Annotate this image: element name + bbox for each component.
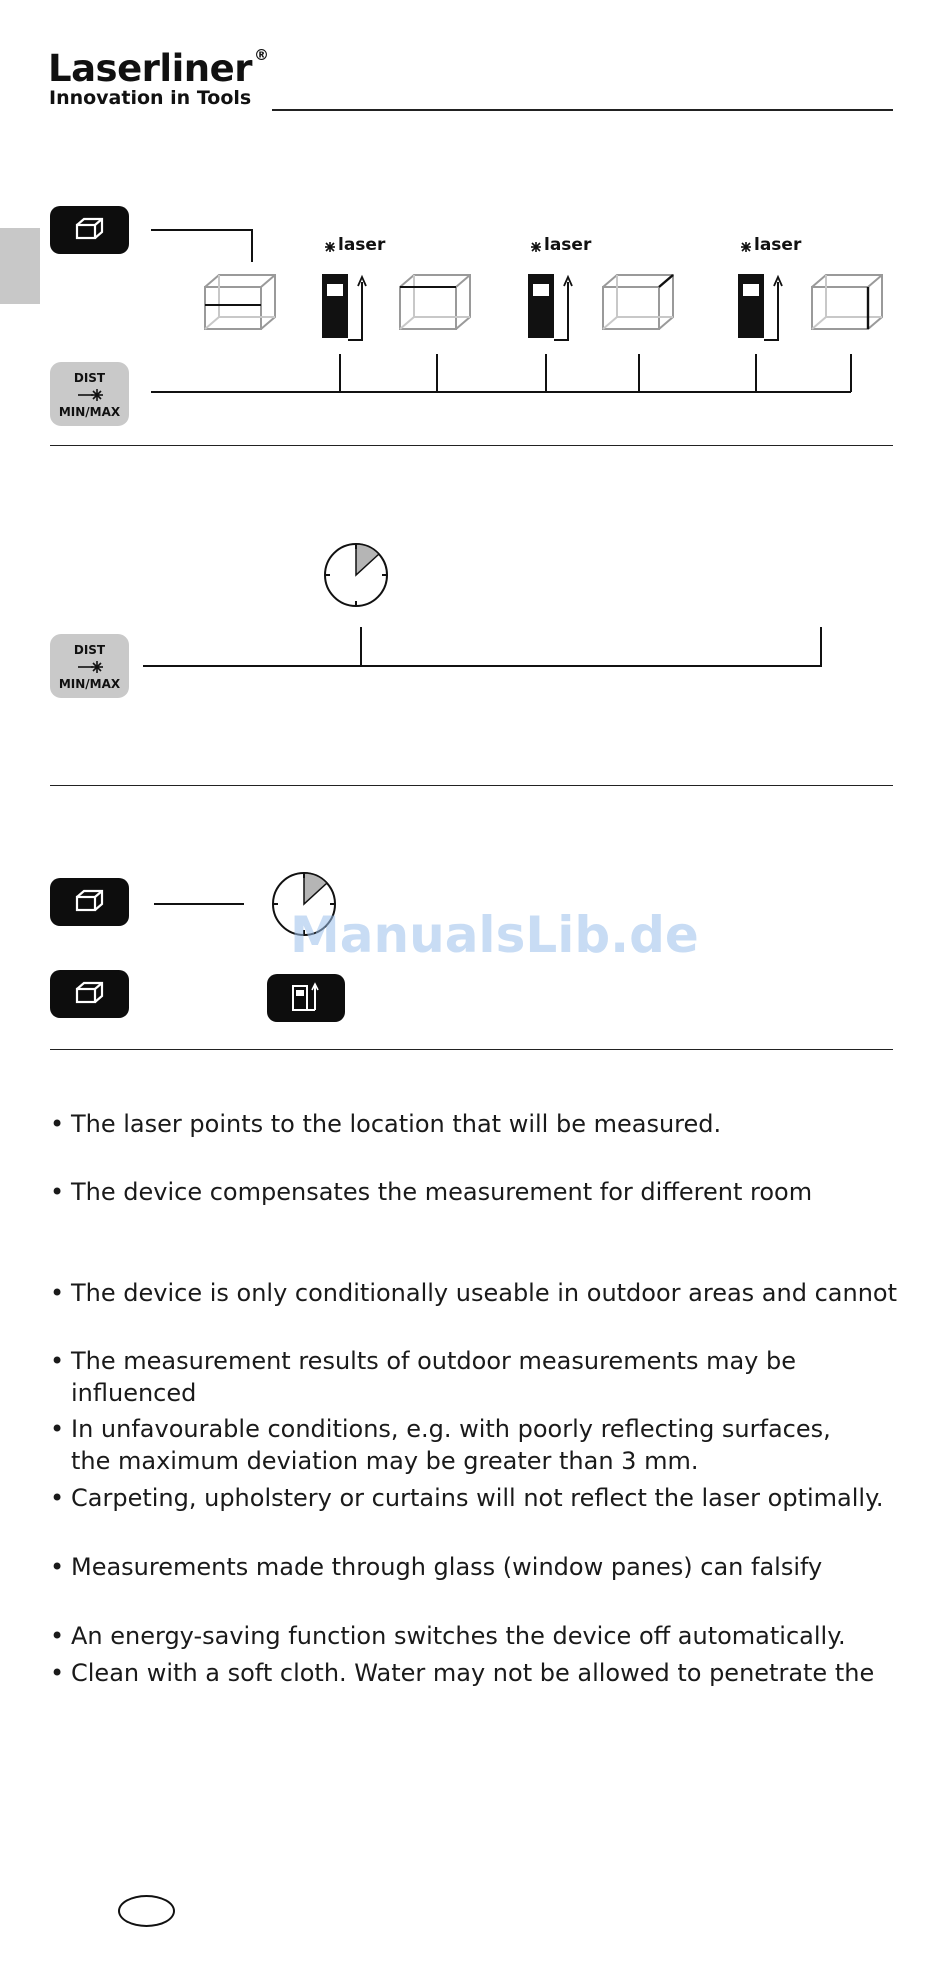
note-item: • Carpeting, upholstery or curtains will not reflect the laser optimally.: [50, 1482, 910, 1514]
section-divider-3: [50, 1049, 893, 1050]
timer-clock-icon: [325, 544, 387, 606]
note-item: • Measurements made through glass (window panes) can falsify: [50, 1551, 910, 1583]
section-divider-2: [50, 785, 893, 786]
brand-logo: [48, 46, 269, 90]
device-rear-reference-icon: [267, 974, 345, 1022]
note-item: • The device compensates the measurement for different room: [50, 1176, 910, 1208]
language-marker-oval: [118, 1895, 175, 1927]
note-item: • The device is only conditionally useable in outdoor areas and cannot: [50, 1277, 910, 1309]
press-timing-diagram: [0, 530, 950, 680]
note-item: • The laser points to the location that will be measured.: [50, 1108, 910, 1140]
registered-mark: ®: [253, 46, 269, 64]
minmax-label: MIN/MAX: [58, 405, 121, 419]
section-divider-1: [50, 445, 893, 446]
laser-asterisk-icons: [325, 242, 751, 252]
note-item: • The measurement results of outdoor measurements may be influenced: [50, 1345, 910, 1409]
laser-label-1: laser: [338, 235, 386, 255]
note-item: • In unfavourable conditions, e.g. with poorly reflecting surfaces, the maximum deviation may be greater than 3 mm.: [50, 1413, 870, 1477]
header-rule: [272, 109, 893, 111]
minmax-label: MIN/MAX: [58, 677, 121, 691]
dist-label: DIST: [73, 643, 106, 657]
brand-name: Laserliner: [48, 47, 252, 90]
device-icons: [322, 274, 782, 340]
note-item: • An energy-saving function switches the device off automatically.: [50, 1620, 910, 1652]
brand-tagline: Innovation in Tools: [49, 87, 252, 109]
rear-reference-indicator: [267, 974, 345, 1022]
dist-label: DIST: [73, 371, 106, 385]
laser-label-3: laser: [754, 235, 802, 255]
continuous-measurement-diagram: [0, 170, 950, 400]
note-item: • Clean with a soft cloth. Water may not be allowed to penetrate the: [50, 1657, 910, 1689]
laser-label-2: laser: [544, 235, 592, 255]
watermark-text: ManualsLib.de: [290, 906, 699, 964]
